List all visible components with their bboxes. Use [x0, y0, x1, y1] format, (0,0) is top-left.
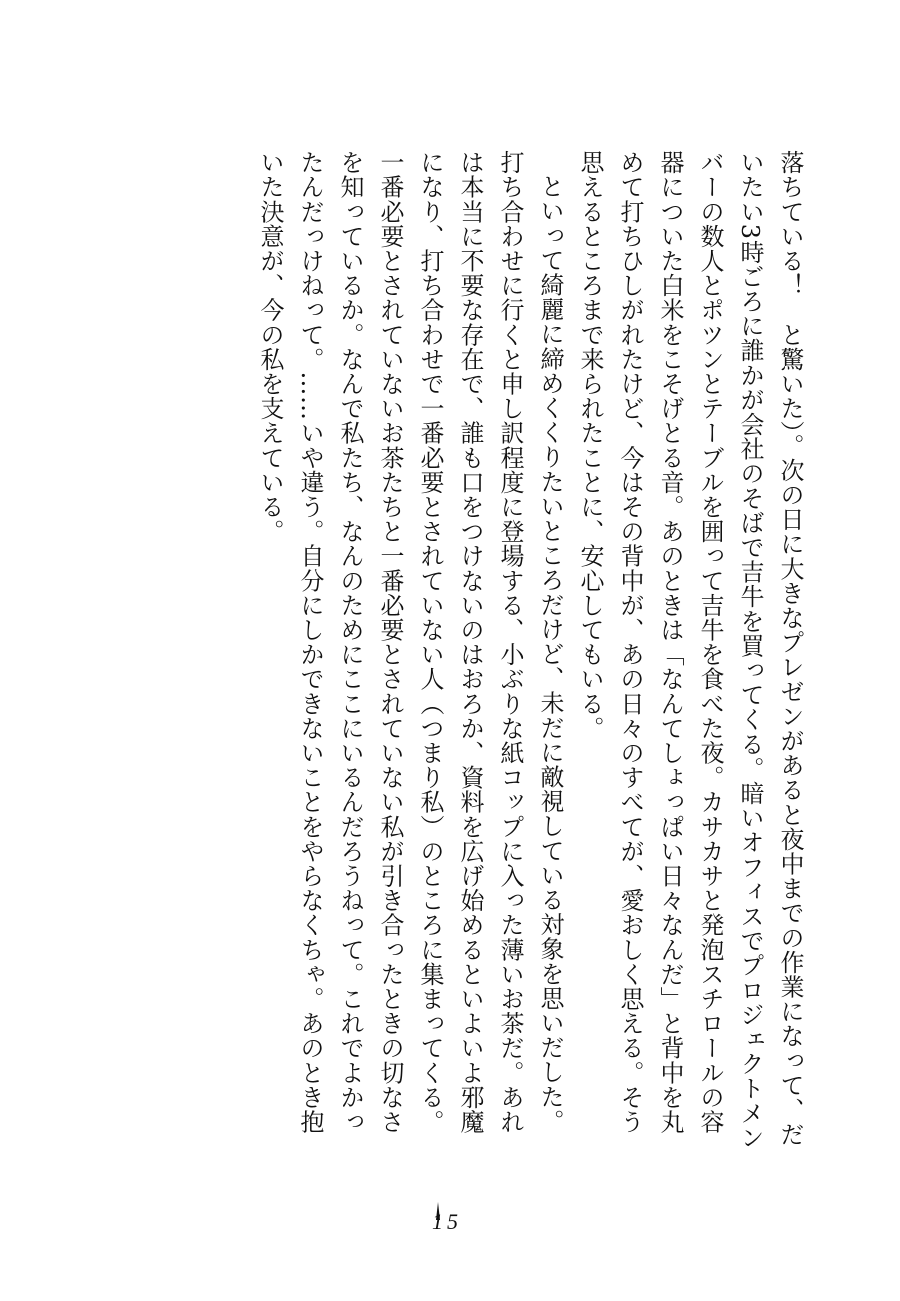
- page-folio: [428, 1200, 472, 1240]
- paragraph-1: 落ちている！ と驚いた）。次の日に大きなプレゼンがあると夜中までの作業になって、だいたい3時ごろに誰かが会社のそばで吉牛を買ってくる。暗いオフィスでプロジェクトメンバーの数人とポツンとテーブルを囲って吉牛を食べた夜。カサカサと発泡スチロールの容器についた白米をこそげとる音。あのときは「なんてしょっぱい日々なんだ」と背中を丸めて打ちひしがれたけど、今はその背中が、あの日々のすべてが、愛おしく思える。そう思えるところまで来られたことに、安心してもいる。: [576, 150, 804, 1150]
- page-number: 15: [432, 1209, 462, 1234]
- vertical-body-text: [250, 150, 810, 1150]
- paragraph-2: といって綺麗に締めくくりたいところだけど、未だに敵視している対象を思いだした。打ち合わせに行くと申し訳程度に登場する、小ぶりな紙コップに入った薄いお茶だ。あれは本当に不要な存在で、誰も口をつけないのはおろか、資料を広げ始めるといよいよ邪魔になり、打ち合わせで一番必要とされていない人（つまり私）のところに集まってくる。一番必要とされていないお茶たちと一番必要とされていない私が引き合ったときの切なさを知っているか。なんで私たち、なんのためにここにいるんだろうねって。これでよかったんだっけねって。……いや違う。自分にしかできないことをやらなくちゃ。あのとき抱いた決意が、今の私を支えている。: [256, 150, 564, 1134]
